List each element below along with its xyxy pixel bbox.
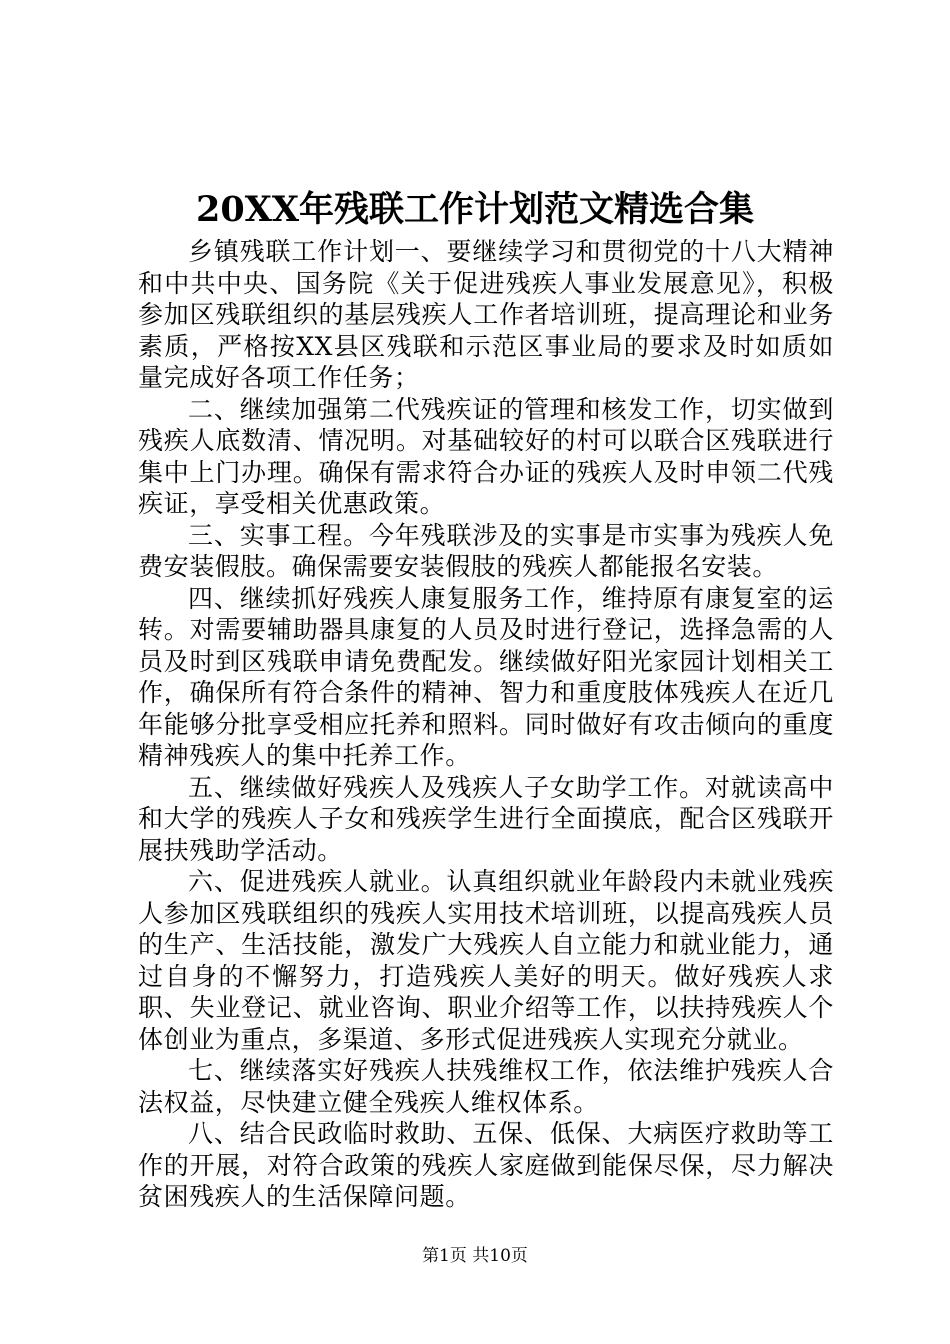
document-body bbox=[138, 236, 834, 1213]
document-title: 20XX年残联工作计划范文精选合集 bbox=[195, 189, 755, 230]
paragraph-6: 六、促进残疾人就业。认真组织就业年龄段内未就业残疾人参加区残联组织的残疾人实用技术培训班，以提高残疾人员的生产、生活技能，激发广大残疾人自立能力和就业能力，通过自身的不懈努力，打造残疾人美好的明天。做好残疾人求职、失业登记、就业咨询、职业介绍等工作，以扶持残疾人个体创业为重点，多渠道、多形式促进残疾人实现充分就业。 bbox=[138, 867, 834, 1054]
paragraph-4: 四、继续抓好残疾人康复服务工作，维持原有康复室的运转。对需要辅助器具康复的人员及时进行登记，选择急需的人员及时到区残联申请免费配发。继续做好阳光家园计划相关工作，确保所有符合条件的精神、智力和重度肢体残疾人在近几年能够分批享受相应托养和照料。同时做好有攻击倾向的重度精神残疾人的集中托养工作。 bbox=[138, 583, 834, 770]
paragraph-1: 乡镇残联工作计划一、要继续学习和贯彻党的十八大精神和中共中央、国务院《关于促进残疾人事业发展意见》，积极参加区残联组织的基层残疾人工作者培训班，提高理论和业务素质，严格按XX县区残联和示范区事业局的要求及时如质如量完成好各项工作任务； bbox=[138, 237, 834, 392]
paragraph-2: 二、继续加强第二代残疾证的管理和核发工作，切实做到残疾人底数清、情况明。对基础较好的村可以联合区残联进行集中上门办理。确保有需求符合办证的残疾人及时申领二代残疾证，享受相关优惠政策。 bbox=[138, 394, 834, 518]
paragraph-7: 七、继续落实好残疾人扶残维权工作，依法维护残疾人合法权益，尽快建立健全残疾人维权体系。 bbox=[138, 1056, 834, 1117]
paragraph-5: 五、继续做好残疾人及残疾人子女助学工作。对就读高中和大学的残疾人子女和残疾学生进行全面摸底，配合区残联开展扶残助学活动。 bbox=[138, 772, 834, 865]
paragraph-8: 八、结合民政临时救助、五保、低保、大病医疗救助等工作的开展，对符合政策的残疾人家庭做到能保尽保，尽力解决贫困残疾人的生活保障问题。 bbox=[138, 1119, 834, 1211]
page-number-footer: 第1页 共10页 bbox=[422, 1246, 528, 1266]
paragraph-3: 三、实事工程。今年残联涉及的实事是市实事为残疾人免费安装假肢。确保需要安装假肢的残疾人都能报名安装。 bbox=[138, 520, 834, 581]
